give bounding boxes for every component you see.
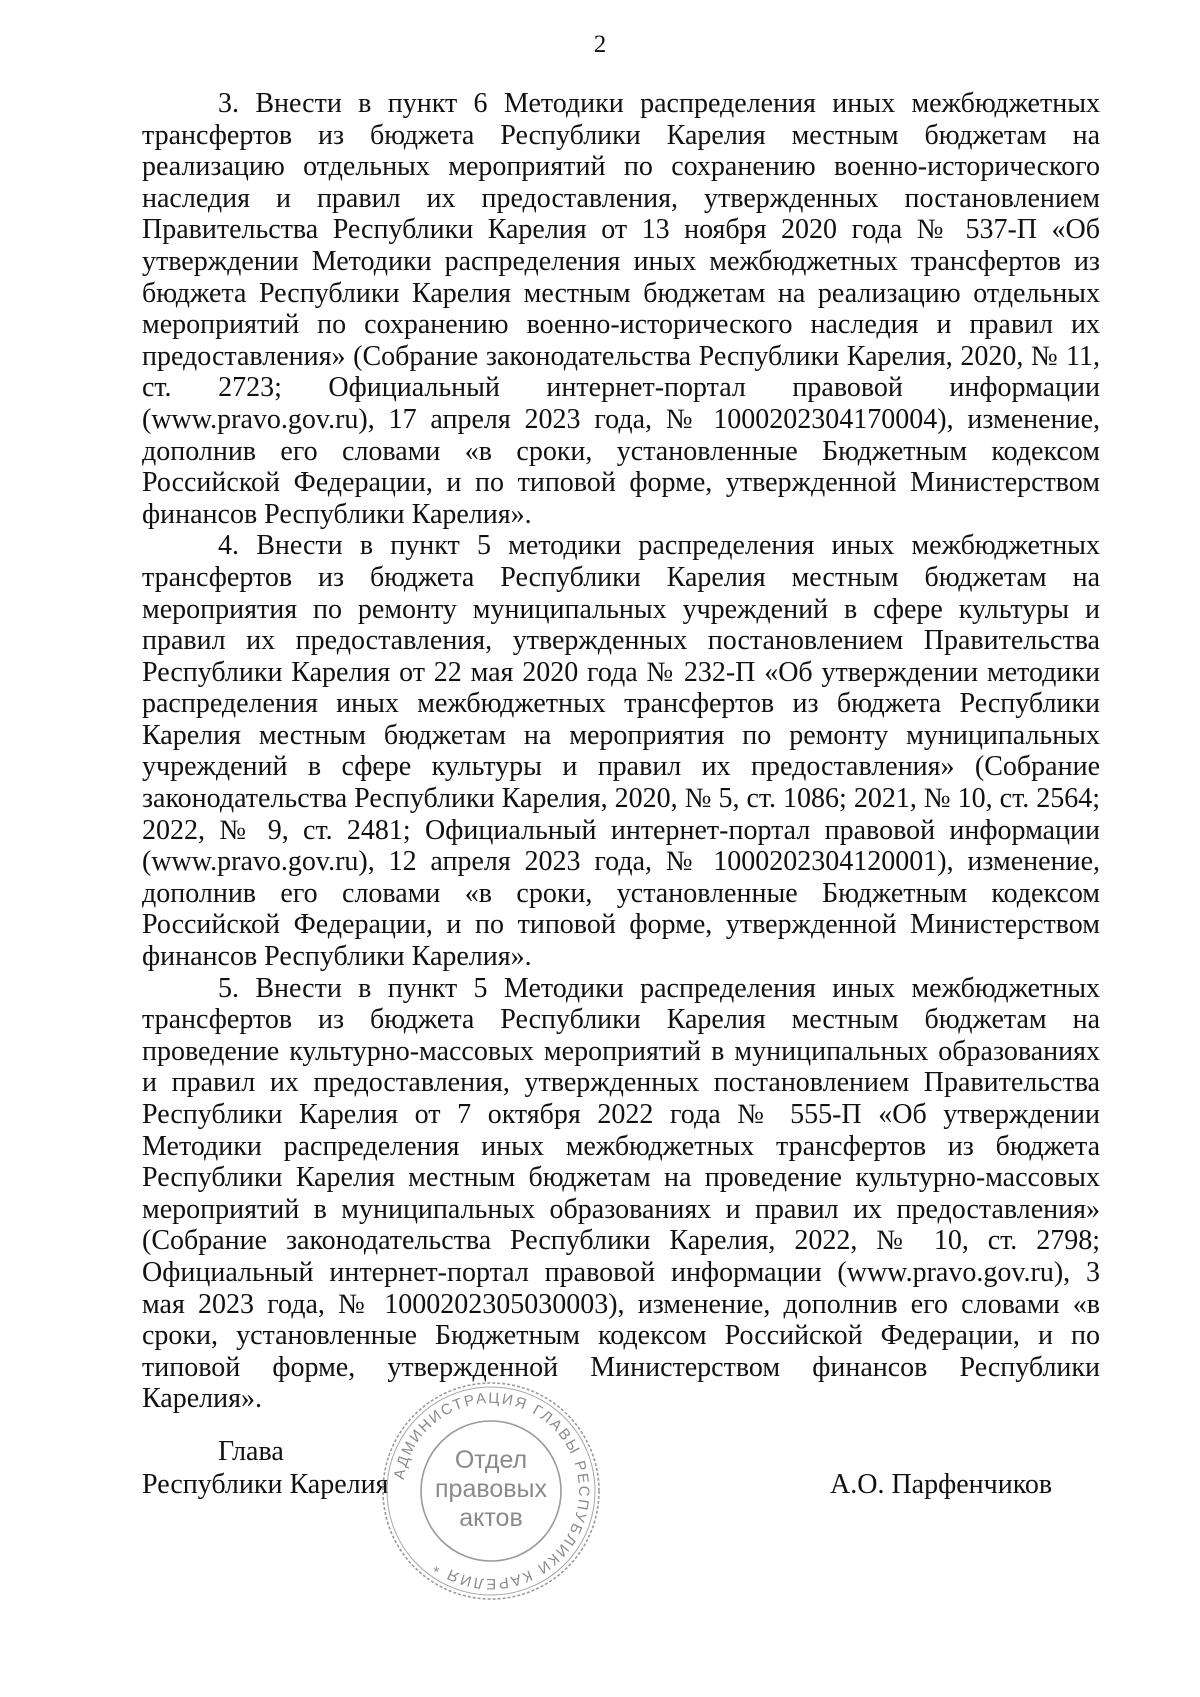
signatory-title-line-2: Республики Карелия: [142, 1469, 389, 1500]
stamp-center-line-3: актов: [459, 1504, 523, 1532]
signatory-name: А.О. Парфенчиков: [830, 1469, 1053, 1500]
official-stamp: [378, 1378, 604, 1604]
stamp-ring-text: АДМИНИСТРАЦИЯ ГЛАВЫ РЕСПУБЛИКИ КАРЕЛИЯ *: [390, 1389, 593, 1593]
paragraph-item-3: 3. Внести в пункт 6 Методики распределения иных межбюджетных трансфертов из бюджета Республики Карелия местным бюджетам на реализацию отдельных мероприятий по сохранению военно-исторического наследия и правил их предоставления, утвержденных постановлением Правительства Республики Карелия от 13 ноября 2020 года № 537-П «Об утверждении Методики распределения иных межбюджетных трансфертов из бюджета Республики Карелия местным бюджетам на реализацию отдельных мероприятий по сохранению военно-исторического наследия и правил их предоставления» (Собрание законодательства Республики Карелия, 2020, № 11, ст. 2723; Официальный интернет-портал правовой информации (www.pravo.gov.ru), 17 апреля 2023 года, № 1000202304170004), изменение, дополнив его словами «в сроки, установленные Бюджетным кодексом Российской Федерации, и по типовой форме, утвержденной Министерством финансов Республики Карелия».: [142, 88, 1100, 530]
stamp-center-line-1: Отдел: [454, 1446, 528, 1474]
stamp-graphic: [378, 1378, 604, 1604]
paragraph-item-5: 5. Внести в пункт 5 Методики распределения иных межбюджетных трансфертов из бюджета Республики Карелия местным бюджетам на проведение культурно-массовых мероприятий в муниципальных образованиях и правил их предоставления, утвержденных постановлением Правительства Республики Карелия от 7 октября 2022 года № 555-П «Об утверждении Методики распределения иных межбюджетных трансфертов из бюджета Республики Карелия местным бюджетам на проведение культурно-массовых мероприятий в муниципальных образованиях и правил их предоставления» (Собрание законодательства Республики Карелия, 2022, № 10, ст. 2798; Официальный интернет-портал правовой информации (www.pravo.gov.ru), 3 мая 2023 года, № 1000202305030003), изменение, дополнив его словами «в сроки, установленные Бюджетным кодексом Российской Федерации, и по типовой форме, утвержденной Министерством финансов Республики Карелия».: [142, 972, 1100, 1415]
paragraph-item-4: 4. Внести в пункт 5 методики распределения иных межбюджетных трансфертов из бюджета Республики Карелия местным бюджетам на мероприятия по ремонту муниципальных учреждений в сфере культуры и правил их предоставления, утвержденных постановлением Правительства Республики Карелия от 22 мая 2020 года № 232-П «Об утверждении методики распределения иных межбюджетных трансфертов из бюджета Республики Карелия местным бюджетам на мероприятия по ремонту муниципальных учреждений в сфере культуры и правил их предоставления» (Собрание законодательства Республики Карелия, 2020, № 5, ст. 1086; 2021, № 10, ст. 2564; 2022, № 9, ст. 2481; Официальный интернет-портал правовой информации (www.pravo.gov.ru), 12 апреля 2023 года, № 1000202304120001), изменение, дополнив его словами «в сроки, установленные Бюджетным кодексом Российской Федерации, и по типовой форме, утвержденной Министерством финансов Республики Карелия».: [142, 530, 1100, 973]
signatory-title-line-1: Глава: [218, 1436, 284, 1467]
page-number: 2: [593, 31, 607, 58]
document-body: [142, 88, 1100, 1415]
stamp-center-line-2: правовых: [435, 1475, 547, 1503]
